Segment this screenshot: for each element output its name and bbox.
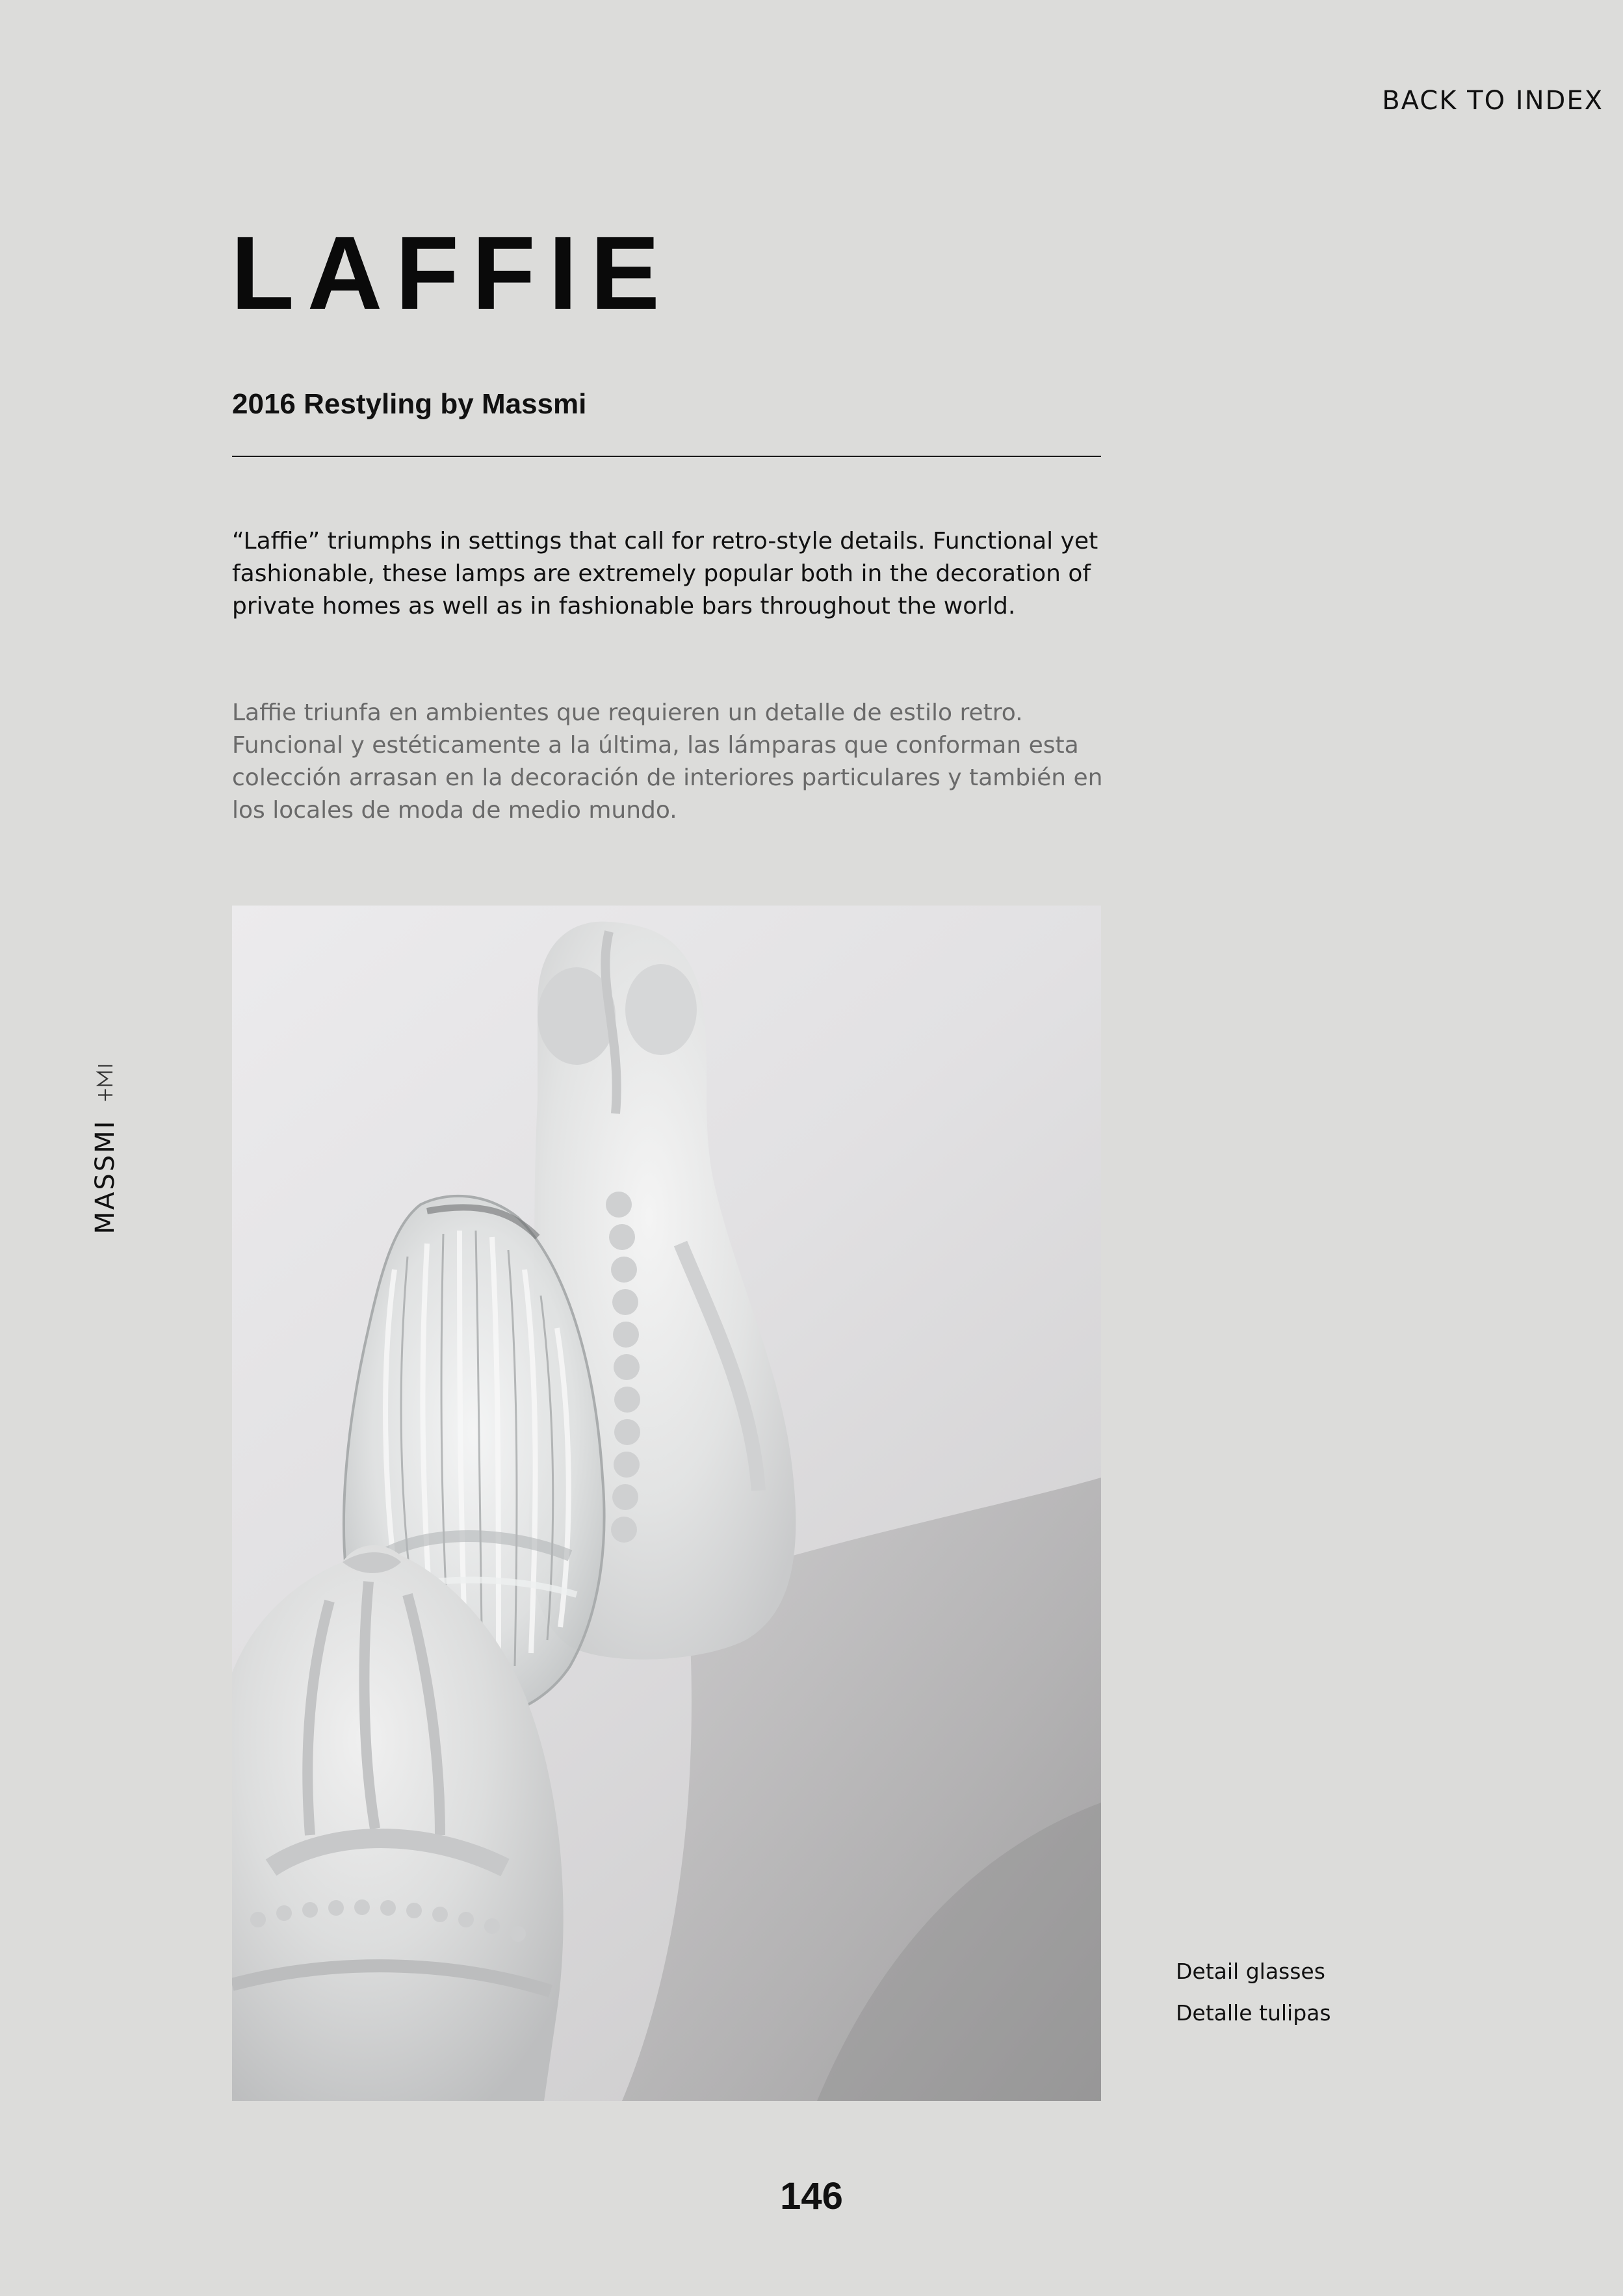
product-photo: [232, 906, 1101, 2101]
caption-spanish: Detalle tulipas: [1176, 2000, 1331, 2026]
brand-name: MASSMI: [90, 1119, 120, 1234]
page-subtitle: 2016 Restyling by Massmi: [232, 388, 587, 420]
description-english: “Laffie” triumphs in settings that call for retro-style details. Functional yet fashionable, these lamps are extremely popular both in the decoration of private homes as well as in fashionable bars throughout the world.: [232, 528, 1098, 620]
page-title: LAFFIE: [231, 215, 673, 331]
caption-english: Detail glasses: [1176, 1959, 1325, 1984]
back-to-index-link[interactable]: BACK TO INDEX: [1382, 86, 1604, 116]
brand-mark: [90, 1061, 120, 1234]
title-divider: [232, 456, 1101, 457]
description-spanish: Laffie triunfa en ambientes que requieren un detalle de estilo retro. Funcional y estéticamente a la última, las lámparas que conforman esta colección arrasan en la decoración de interiores particulares y también en los locales de moda de medio mundo.: [232, 699, 1103, 824]
massmi-logo-icon: [94, 1061, 116, 1104]
page-number: 146: [780, 2175, 843, 2217]
